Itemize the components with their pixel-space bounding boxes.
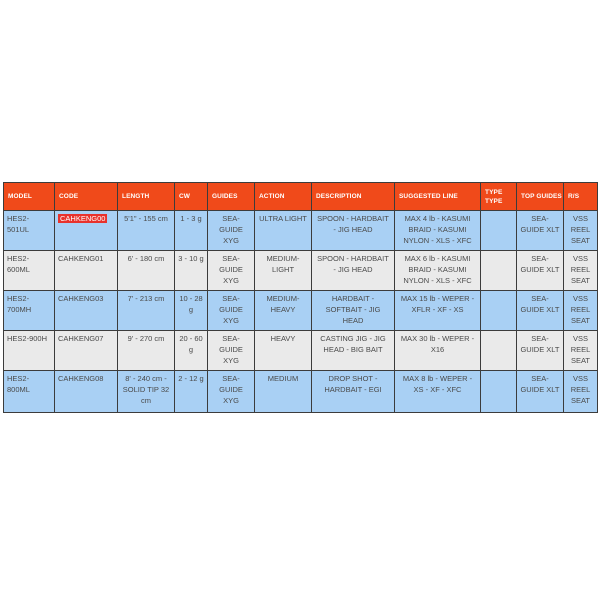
cell-top-guides: SEA-GUIDE XLT (517, 251, 564, 291)
cell-length: 5'1" - 155 cm (118, 211, 175, 251)
cell-model: HES2-600ML (4, 251, 55, 291)
table-row (4, 251, 598, 291)
cell-guides: SEA-GUIDE XYG (208, 211, 255, 251)
cell-model: HES2-501UL (4, 211, 55, 251)
table-row (4, 371, 598, 413)
cell-cw: 10 - 28 g (175, 291, 208, 331)
cell-action: MEDIUM-LIGHT (255, 251, 312, 291)
cell-length: 8' - 240 cm - SOLID TIP 32 cm (118, 371, 175, 413)
header-guides: GUIDES (208, 183, 255, 211)
header-length: LENGTH (118, 183, 175, 211)
cell-top-guides: SEA-GUIDE XLT (517, 211, 564, 251)
header-action: ACTION (255, 183, 312, 211)
cell-model: HES2-800ML (4, 371, 55, 413)
cell-rs: VSS REEL SEAT (564, 211, 598, 251)
rod-spec-table (3, 182, 598, 413)
header-row (4, 183, 598, 211)
cell-action: MEDIUM (255, 371, 312, 413)
cell-length: 9' - 270 cm (118, 331, 175, 371)
header-cw: CW (175, 183, 208, 211)
cell-cw: 20 - 60 g (175, 331, 208, 371)
cell-cw: 2 - 12 g (175, 371, 208, 413)
cell-suggested-line: MAX 30 lb - WEPER - X16 (395, 331, 481, 371)
cell-type (481, 291, 517, 331)
header-code: CODE (55, 183, 118, 211)
cell-suggested-line: MAX 8 lb - WEPER - XS - XF - XFC (395, 371, 481, 413)
cell-guides: SEA-GUIDE XYG (208, 251, 255, 291)
cell-length: 7' - 213 cm (118, 291, 175, 331)
cell-cw: 1 - 3 g (175, 211, 208, 251)
cell-rs: VSS REEL SEAT (564, 251, 598, 291)
header-top-guides: TOP GUIDES (517, 183, 564, 211)
cell-rs: VSS REEL SEAT (564, 331, 598, 371)
cell-action: HEAVY (255, 331, 312, 371)
cell-type (481, 371, 517, 413)
cell-type (481, 211, 517, 251)
cell-type (481, 331, 517, 371)
cell-top-guides: SEA-GUIDE XLT (517, 331, 564, 371)
cell-code: CAHKENG03 (55, 291, 118, 331)
cell-code: CAHKENG08 (55, 371, 118, 413)
cell-code: CAHKENG07 (55, 331, 118, 371)
cell-code (55, 211, 118, 251)
cell-length: 6' - 180 cm (118, 251, 175, 291)
cell-type (481, 251, 517, 291)
cell-model: HES2-900H (4, 331, 55, 371)
cell-action: MEDIUM-HEAVY (255, 291, 312, 331)
cell-model: HES2-700MH (4, 291, 55, 331)
cell-top-guides: SEA-GUIDE XLT (517, 371, 564, 413)
cell-description: CASTING JIG - JIG HEAD - BIG BAIT (312, 331, 395, 371)
header-model: MODEL (4, 183, 55, 211)
header-suggested-line: SUGGESTED LINE (395, 183, 481, 211)
header-description: DESCRIPTION (312, 183, 395, 211)
cell-action: ULTRA LIGHT (255, 211, 312, 251)
header-rs: R/S (564, 183, 598, 211)
cell-suggested-line: MAX 6 lb - KASUMI BRAID - KASUMI NYLON - XLS - XFC (395, 251, 481, 291)
cell-code: CAHKENG01 (55, 251, 118, 291)
cell-cw: 3 - 10 g (175, 251, 208, 291)
cell-description: SPOON - HARDBAIT - JIG HEAD (312, 211, 395, 251)
header-type: TYPE TYPE (481, 183, 517, 211)
table-row (4, 211, 598, 251)
cell-guides: SEA-GUIDE XYG (208, 291, 255, 331)
cell-description: SPOON - HARDBAIT - JIG HEAD (312, 251, 395, 291)
cell-guides: SEA-GUIDE XYG (208, 331, 255, 371)
table-row (4, 291, 598, 331)
cell-top-guides: SEA-GUIDE XLT (517, 291, 564, 331)
cell-description: DROP SHOT - HARDBAIT - EGI (312, 371, 395, 413)
cell-rs: VSS REEL SEAT (564, 371, 598, 413)
cell-rs: VSS REEL SEAT (564, 291, 598, 331)
cell-suggested-line: MAX 4 lb - KASUMI BRAID - KASUMI NYLON - XLS - XFC (395, 211, 481, 251)
table-row (4, 331, 598, 371)
cell-guides: SEA-GUIDE XYG (208, 371, 255, 413)
cell-description: HARDBAIT - SOFTBAIT - JIG HEAD (312, 291, 395, 331)
cell-suggested-line: MAX 15 lb - WEPER - XFLR - XF - XS (395, 291, 481, 331)
highlighted-code: CAHKENG00 (60, 214, 106, 223)
